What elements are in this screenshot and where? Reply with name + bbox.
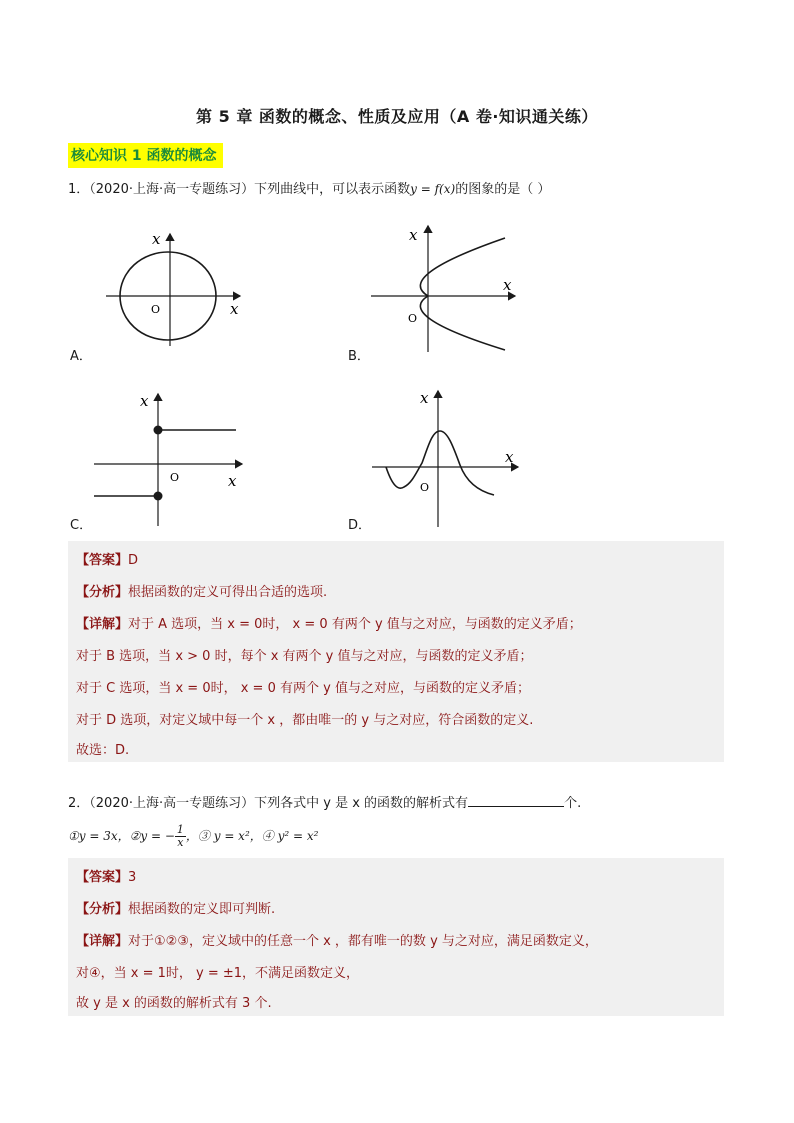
detail-tag: 【详解】 xyxy=(76,934,129,949)
question-source: （2020·上海·高一专题练习） xyxy=(89,182,255,197)
fraction-denominator: x xyxy=(177,836,184,849)
upper-dot xyxy=(154,426,163,435)
wave-curve xyxy=(386,431,494,495)
detail-line-2: 对④，当 x = 1时， y = ±1，不满足函数定义， xyxy=(76,966,360,981)
fraction-numerator: 1 xyxy=(176,823,184,836)
detail-line-4: 对于 D 选项，对定义域中每一个 x ，都由唯一的 y 与之对应，符合函数的定义. xyxy=(76,713,534,728)
section-heading: 核心知识 1 函数的概念 xyxy=(68,143,223,168)
origin-label: O xyxy=(420,481,430,494)
vertical-axis-label: x xyxy=(140,392,149,410)
document-title: 第 5 章 函数的概念、性质及应用（A 卷·知识通关练） xyxy=(196,107,598,126)
answer-value: 3 xyxy=(128,870,137,885)
answer-value: D xyxy=(128,553,139,568)
detail-text: 对于 A 选项，当 x = 0时， x = 0 有两个 y 值与之对应，与函数的定义矛盾； xyxy=(128,617,582,632)
detail-tag: 【详解】 xyxy=(76,617,129,632)
detail-line-1 xyxy=(76,930,598,949)
question-text-end: 个. xyxy=(564,796,582,811)
conclusion-line: 故 y 是 x 的函数的解析式有 3 个. xyxy=(76,996,272,1011)
analysis-line xyxy=(76,898,275,917)
horizontal-axis-label: x xyxy=(228,472,237,490)
graph-c xyxy=(90,388,250,528)
formula-part-1: ①y = 3x，②y = − xyxy=(68,829,175,843)
answer-line xyxy=(76,866,136,885)
graph-b xyxy=(365,222,525,354)
origin-label: O xyxy=(151,303,161,316)
function-formula: y = f(x) xyxy=(410,182,456,196)
lower-dot xyxy=(154,492,163,501)
horizontal-axis-label: x xyxy=(505,448,514,466)
graph-a xyxy=(100,228,250,346)
detail-line-1 xyxy=(76,613,582,632)
horizontal-axis-label: x xyxy=(503,276,512,294)
origin-label: O xyxy=(408,312,418,325)
formula-part-2: ，③ y = x²，④ y² = x² xyxy=(185,829,319,843)
fraction xyxy=(175,824,186,849)
question-2 xyxy=(68,792,581,811)
detail-line-3: 对于 C 选项，当 x = 0时， x = 0 有两个 y 值与之对应，与函数的定义矛盾； xyxy=(76,681,530,696)
option-a-label: A． xyxy=(70,349,92,364)
answer-tag: 【答案】 xyxy=(76,553,129,568)
option-c-label: C． xyxy=(70,518,93,533)
answer-blank xyxy=(468,794,564,807)
origin-label: O xyxy=(170,471,180,484)
vertical-axis-label: x xyxy=(409,226,418,244)
question-1 xyxy=(68,178,550,197)
analysis-text: 根据函数的定义即可判断. xyxy=(128,902,276,917)
conclusion-line: 故选：D. xyxy=(76,743,130,758)
answer-tag: 【答案】 xyxy=(76,870,129,885)
parabola-curve xyxy=(420,238,505,350)
question-text: 下列各式中 y 是 x 的函数的解析式有 xyxy=(254,796,469,811)
question-number: 2． xyxy=(68,796,90,811)
analysis-tag: 【分析】 xyxy=(76,902,129,917)
detail-text: 对于①②③，定义域中的任意一个 x ，都有唯一的数 y 与之对应，满足函数定义， xyxy=(128,934,598,949)
vertical-axis-label: x xyxy=(420,389,429,407)
answer-line xyxy=(76,549,138,568)
question-2-formulas xyxy=(68,824,318,849)
question-number: 1． xyxy=(68,182,90,197)
analysis-line xyxy=(76,581,327,600)
analysis-text: 根据函数的定义可得出合适的选项. xyxy=(128,585,328,600)
horizontal-axis-label: x xyxy=(230,300,239,318)
question-source: （2020·上海·高一专题练习） xyxy=(89,796,255,811)
analysis-tag: 【分析】 xyxy=(76,585,129,600)
answer-box-2 xyxy=(68,858,724,1016)
question-text: 下列曲线中，可以表示函数 xyxy=(254,182,411,197)
vertical-axis-label: x xyxy=(152,230,161,248)
graph-d xyxy=(368,385,528,530)
question-text-end: 的图象的是（ ） xyxy=(455,182,551,197)
detail-line-2: 对于 B 选项，当 x > 0 时，每个 x 有两个 y 值与之对应，与函数的定义矛盾； xyxy=(76,649,533,664)
option-d-label: D． xyxy=(348,518,372,533)
answer-box-1 xyxy=(68,541,724,762)
option-b-label: B． xyxy=(348,349,370,364)
